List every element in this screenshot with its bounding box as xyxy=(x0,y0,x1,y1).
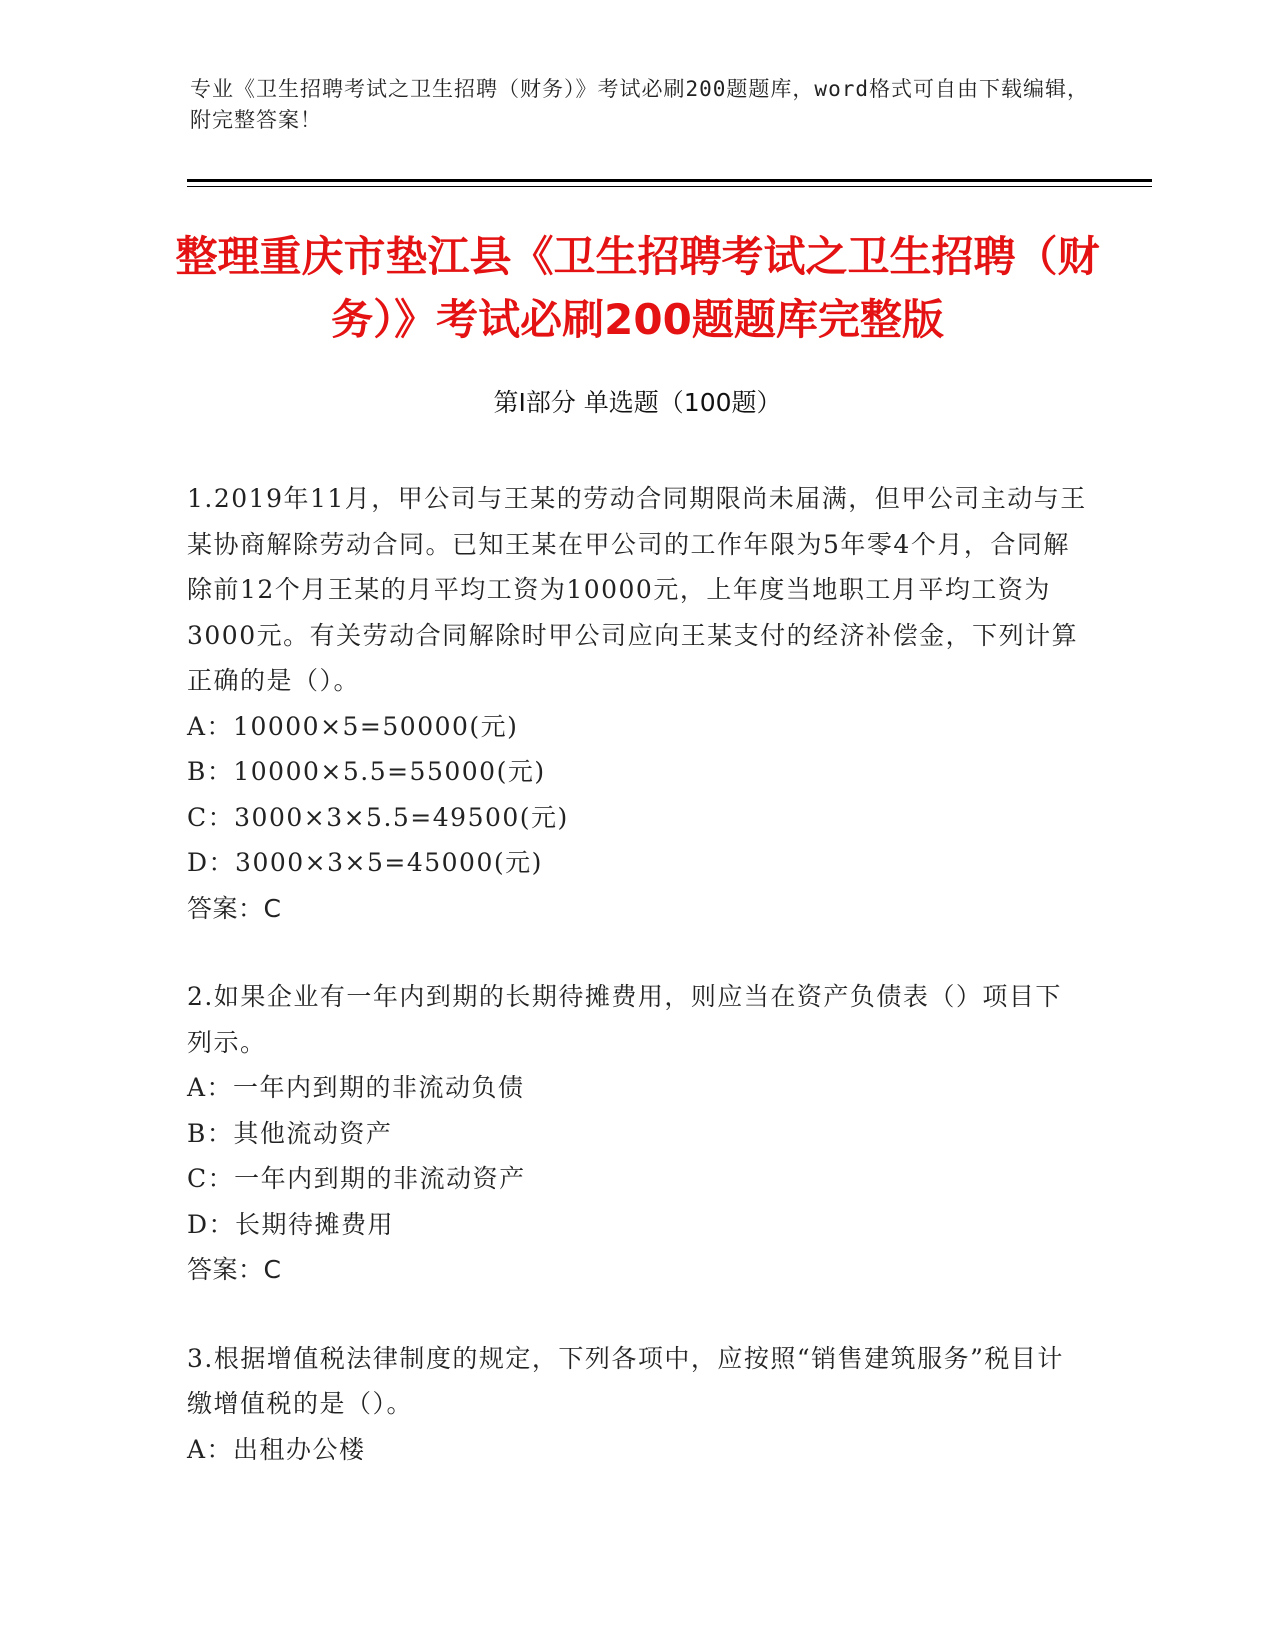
option-a: A：出租办公楼 xyxy=(187,1434,366,1464)
header-note: 专业《卫生招聘考试之卫生招聘（财务）》考试必刷200题题库，word格式可自由下载编辑，附完整答案！ xyxy=(190,77,1089,132)
header-rule-thick xyxy=(187,179,1152,182)
question-2 xyxy=(187,974,1087,1293)
question-list xyxy=(187,476,1087,1515)
question-1 xyxy=(187,476,1087,931)
question-stem: 3.根据增值税法律制度的规定，下列各项中，应按照“销售建筑服务”税目计缴增值税的是（）。 xyxy=(187,1343,1064,1418)
option-b: B：10000×5.5=55000(元) xyxy=(187,757,546,786)
document-title: 整理重庆市垫江县《卫生招聘考试之卫生招聘（财务）》考试必刷200题题库完整版 xyxy=(175,232,1100,344)
option-b: B：其他流动资产 xyxy=(187,1118,393,1148)
question-stem: 2.如果企业有一年内到期的长期待摊费用，则应当在资产负债表（）项目下列示。 xyxy=(187,982,1062,1057)
option-d: D：3000×3×5=45000(元) xyxy=(187,848,543,877)
answer: 答案：C xyxy=(187,893,282,923)
header-rule-thin xyxy=(187,186,1152,187)
option-c: C：一年内到期的非流动资产 xyxy=(187,1164,526,1193)
answer: 答案：C xyxy=(187,1255,282,1284)
question-stem: 1.2019年11月，甲公司与王某的劳动合同期限尚未届满，但甲公司主动与王某协商解除劳动合同。已知王某在甲公司的工作年限为5年零4个月，合同解除前12个月王某的月平均工资为10000元，上年度当地职工月平均工资为3000元。有关劳动合同解除时甲公司应向王某支付的经济补偿金，下列计算正确的是（）。 xyxy=(187,484,1087,695)
section-title: 第Ⅰ部分 单选题（100题） xyxy=(493,388,782,417)
option-a: A：一年内到期的非流动负债 xyxy=(187,1073,525,1102)
question-3 xyxy=(187,1336,1087,1473)
option-c: C：3000×3×5.5=49500(元) xyxy=(187,802,569,832)
option-d: D：长期待摊费用 xyxy=(187,1209,395,1239)
option-a: A：10000×5=50000(元) xyxy=(187,711,519,741)
